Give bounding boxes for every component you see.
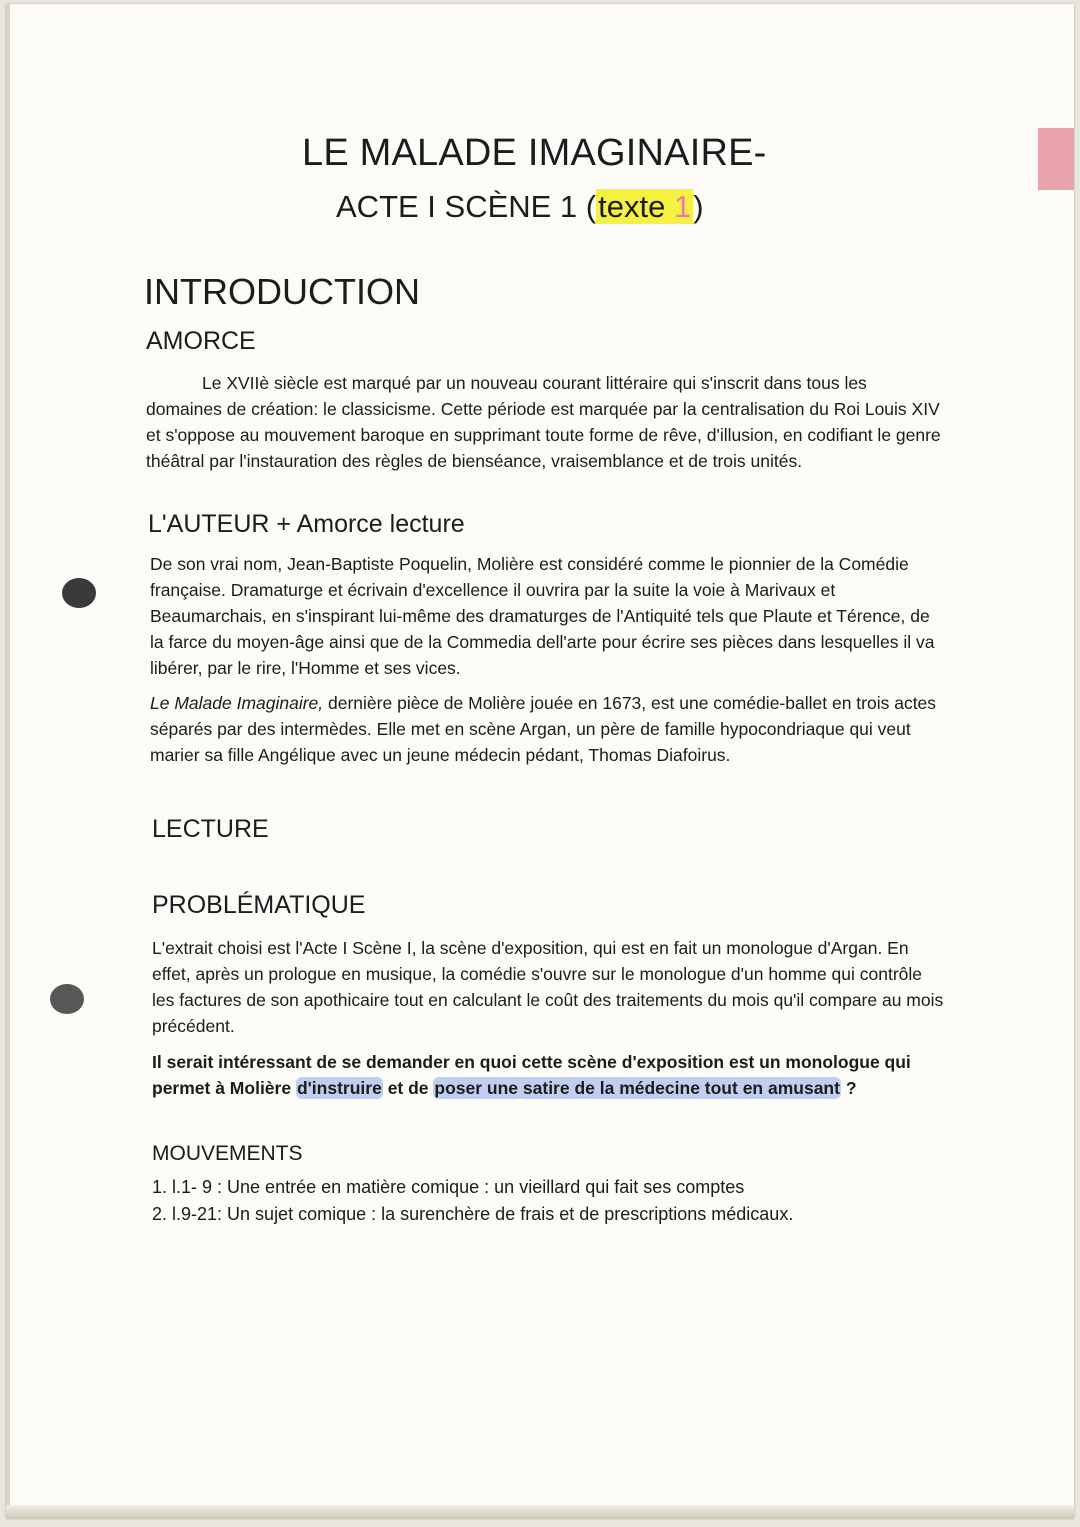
mouvements-heading: MOUVEMENTS (152, 1142, 303, 1165)
document-title: LE MALADE IMAGINAIRE- (302, 132, 767, 174)
question-part-1: Il serait intéressant de se demander en quoi cette scène d'exposition est un monologue qui permet à Molière (152, 1052, 911, 1098)
document-page (6, 4, 1074, 1519)
malade-paragraph (150, 690, 946, 768)
subtitle-word: texte (598, 189, 666, 224)
subtitle-number: 1 (673, 189, 692, 224)
auteur-paragraph: De son vrai nom, Jean-Baptiste Poquelin, Molière est considéré comme le pionnier de la Comédie française. Dramaturge et écrivain d'excellence il ouvrira par la suite la voie à Marivaux et Beaumarchais, en s'inspirant lui-même des dramaturges de l'Antiquité tels que Plaute et Térence, de la farce du moyen-âge ainsi que de la Commedia dell'arte pour écrire ses pièces dans lesquelles il va libérer, par le rire, l'Homme et ses vices. (150, 554, 935, 678)
subtitle-highlight (596, 189, 693, 224)
auteur-heading: L'AUTEUR + Amorce lecture (148, 510, 465, 538)
malade-paragraph-text: dernière pièce de Molière jouée en 1673, est une comédie-ballet en trois actes séparés par des intermèdes. Elle met en scène Argan, un père de famille hypocondriaque qui veut marier sa fille Angélique avec un jeune médecin pédant, Thomas Diafoirus. (150, 693, 937, 765)
lecture-heading: LECTURE (152, 815, 269, 843)
mouvements-list (152, 1174, 793, 1228)
list-item: 1. l.1- 9 : Une entrée en matière comique : un vieillard qui fait ses comptes (152, 1177, 745, 1197)
question-highlight-1: d'instruire (296, 1078, 382, 1098)
amorce-heading: AMORCE (146, 327, 256, 355)
question-highlight-2: poser une satire de la médecine tout en amusant (434, 1078, 840, 1098)
page-left-edge (6, 4, 10, 1519)
pink-tab-marker (1038, 128, 1074, 190)
question-part-2: et de (382, 1078, 434, 1098)
subtitle-suffix: ) (693, 189, 704, 224)
problematique-question (152, 1049, 948, 1101)
page-bottom-edge (6, 1505, 1074, 1519)
punch-hole-icon (50, 984, 84, 1014)
problematique-paragraph: L'extrait choisi est l'Acte I Scène I, la scène d'exposition, qui est en fait un monologue d'Argan. En effet, après un prologue en musique, la comédie s'ouvre sur le monologue d'un homme qui contrôle les factures de son apothicaire tout en calculant le coût des traitements du mois qu'il compare au mois précédent. (152, 938, 944, 1036)
amorce-paragraph: Le XVIIè siècle est marqué par un nouveau courant littéraire qui s'inscrit dans tous les domaines de création: le classicisme. Cette période est marquée par la centralisation du Roi Louis XIV et s'oppose au mouvement baroque en supprimant toute forme de rêve, d'illusion, en codifiant le genre théâtral par l'instauration des règles de bienséance, vraisemblance et de trois unités. (146, 373, 941, 471)
play-title-italic: Le Malade Imaginaire, (150, 693, 324, 713)
list-item: 2. l.9-21: Un sujet comique : la surenchère de frais et de prescriptions médicaux. (152, 1204, 794, 1224)
introduction-heading: INTRODUCTION (144, 271, 420, 312)
subtitle-prefix: ACTE I SCÈNE 1 ( (336, 189, 597, 224)
document-subtitle (336, 189, 704, 225)
problematique-heading: PROBLÉMATIQUE (152, 891, 366, 919)
question-part-3: ? (840, 1078, 857, 1098)
punch-hole-icon (62, 578, 96, 608)
